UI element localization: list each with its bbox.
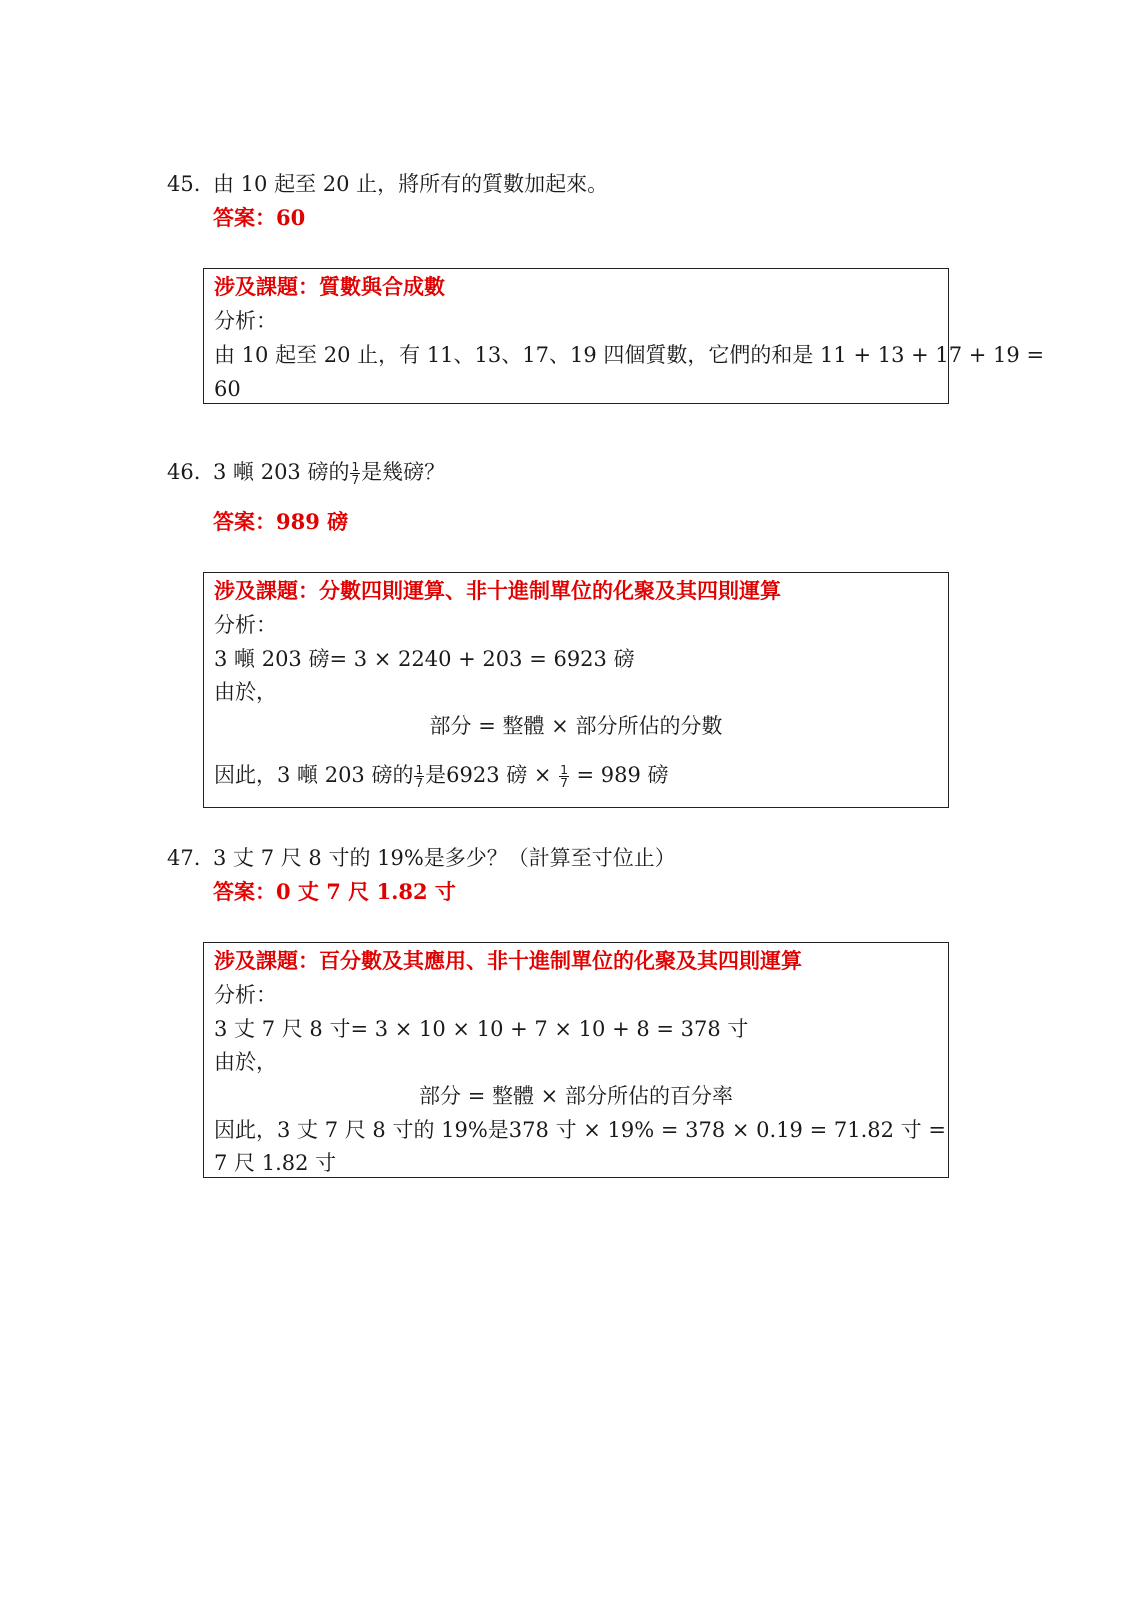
question-text: 3 丈 7 尺 8 寸的 19%是多少？（計算至寸位止） — [213, 846, 676, 870]
topic-heading: 涉及課題：分數四則運算、非十進制單位的化聚及其四則運算 — [214, 578, 781, 603]
since-label: 由於， — [214, 1050, 277, 1074]
analysis-line: 3 噸 203 磅= 3 × 2240 + 203 = 6923 磅 — [214, 647, 635, 671]
fraction: $\frac{1}{7}$ — [415, 763, 424, 790]
question-number: 46. — [167, 460, 201, 484]
formula: 部分 = 整體 × 部分所佔的百分率 — [419, 1084, 733, 1108]
formula: 部分 = 整體 × 部分所佔的分數 — [429, 714, 723, 738]
fraction: $\frac{1}{7}$ — [351, 460, 360, 487]
analysis-box-47 — [203, 942, 949, 1178]
analysis-label: 分析： — [214, 983, 277, 1007]
question-text: 由 10 起至 20 止，將所有的質數加起來。 — [213, 172, 609, 196]
analysis-line: 3 丈 7 尺 8 寸= 3 × 10 × 10 + 7 × 10 + 8 = 378 寸 — [214, 1017, 749, 1041]
analysis-box-45 — [203, 268, 1045, 404]
analysis-label: 分析： — [214, 309, 277, 333]
conclusion: 因此，3 噸 203 磅的 $\frac{1}{7}$ 是6923 磅 × $\frac{1}{7}$ = 989 磅 — [214, 763, 669, 790]
analysis-line: 由 10 起至 20 止，有 11、13、17、19 四個質數，它們的和是 11 + 13 + 17 + 19 = — [214, 343, 1045, 367]
question-text: 是幾磅？ — [361, 460, 446, 484]
answer-47: 答案：0 丈 7 尺 1.82 寸 — [213, 879, 456, 904]
analysis-line: 60 — [214, 377, 241, 401]
analysis-label: 分析： — [214, 613, 277, 637]
question-47 — [167, 843, 676, 873]
analysis-box-46 — [203, 572, 949, 808]
conclusion: 因此，3 丈 7 尺 8 寸的 19%是378 寸 × 19% = 378 × 0.19 = 71.82 寸 = — [214, 1118, 946, 1142]
topic-heading: 涉及課題：百分數及其應用、非十進制單位的化聚及其四則運算 — [214, 948, 802, 973]
question-number: 47. — [167, 846, 201, 870]
question-number: 45. — [167, 172, 201, 196]
question-45 — [167, 169, 608, 199]
answer-46: 答案：989 磅 — [213, 509, 349, 534]
question-text: 3 噸 203 磅的 — [213, 460, 350, 484]
since-label: 由於， — [214, 680, 277, 704]
conclusion: 7 尺 1.82 寸 — [214, 1151, 337, 1175]
fraction: $\frac{1}{7}$ — [560, 763, 568, 790]
answer-45: 答案：60 — [213, 205, 306, 230]
topic-heading: 涉及課題：質數與合成數 — [214, 274, 445, 299]
question-46 — [167, 457, 445, 487]
